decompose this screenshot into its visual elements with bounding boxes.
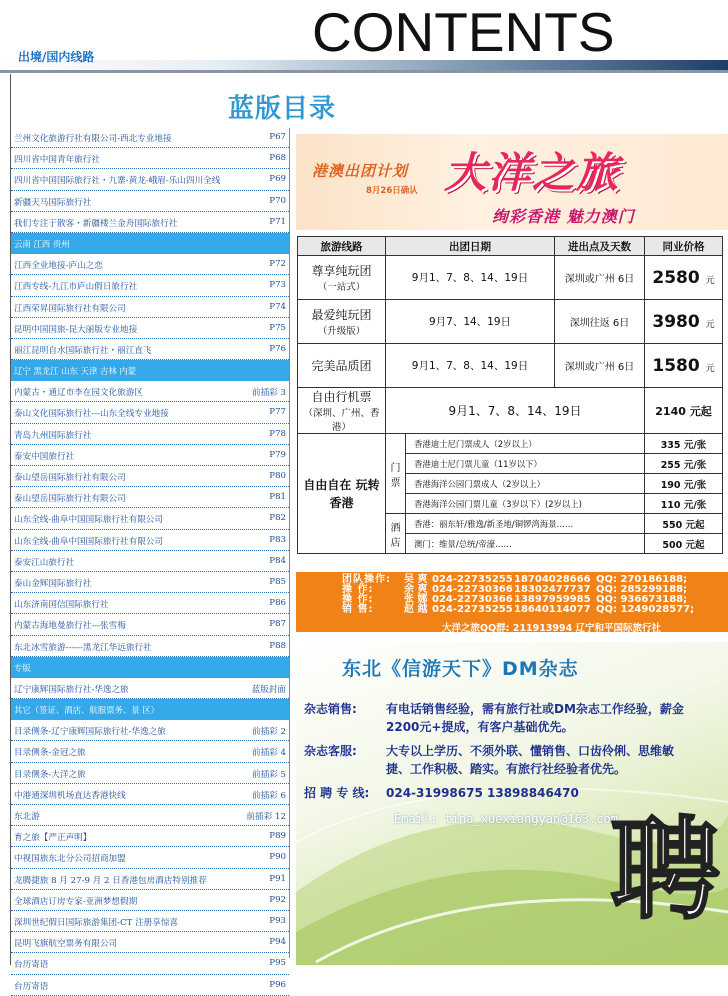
contact-name: 张 娜	[404, 594, 428, 605]
toc-item-title: 江西荣昇国际旅行社有限公司	[14, 303, 126, 314]
toc-item-page: P90	[269, 852, 286, 863]
contact-phone: 024-22730366	[432, 584, 513, 595]
toc-item-page: 蓝版封面	[251, 684, 286, 695]
toc-item-page: P94	[269, 937, 286, 948]
toc-section-header	[11, 699, 289, 720]
toc-item-title: 新疆天马国际旅行社	[14, 197, 92, 208]
route-name: 最爱纯玩团	[311, 308, 372, 322]
toc-item-page: P76	[269, 343, 286, 354]
toc-item-title: 江西专线-九江市庐山假日旅行社	[14, 282, 138, 293]
contact-qq: QQ: 270186188;	[596, 574, 688, 585]
toc-item-page: P87	[269, 619, 286, 630]
toc-item-page: P93	[269, 915, 286, 926]
toc-item	[11, 763, 289, 784]
price-cell	[645, 344, 723, 388]
dates-cell: 9月1、7、8、14、19日	[386, 256, 555, 300]
toc-item-title: 东北冰雪旅游------黑龙江华远旅行社	[14, 642, 152, 653]
toc-item	[11, 339, 289, 360]
toc-item-page: 前插彩 12	[246, 812, 286, 822]
toc-item-page: P89	[269, 831, 286, 842]
sales-label: 杂志销售:	[304, 702, 357, 716]
toc-item	[11, 402, 289, 423]
toc-item	[11, 127, 289, 148]
contact-phone: 024-22730366	[432, 594, 513, 605]
toc-item-page: P75	[269, 322, 286, 333]
toc-item	[11, 275, 289, 296]
toc-item-title: 四川省中国国际旅行社・九寨-黄龙-峨眉-乐山四川全线	[14, 176, 221, 187]
toc-item	[11, 572, 289, 593]
toc-item	[11, 445, 289, 466]
contact-name: 吴 爽	[404, 574, 428, 585]
toc-item-page: P79	[269, 449, 286, 460]
price-unit: 元	[705, 363, 715, 374]
port-cell: 深圳往返 6日	[555, 300, 645, 344]
dates-cell: 9月1、7、8、14、19日	[386, 344, 555, 388]
hotline-label: 招 聘 专 线:	[304, 786, 370, 800]
toc-item-title: 泰山金辉国际旅行社	[14, 578, 92, 589]
route-cell	[298, 388, 386, 434]
port-cell: 深圳或广州 6日	[555, 344, 645, 388]
toc-item-title: 目录侧条-金冠之旅	[14, 748, 86, 759]
route-label: 出境/国内线路	[18, 50, 95, 64]
toc-item-title: 昆明飞旗航空票务有限公司	[14, 939, 118, 950]
hotel-group-cell	[386, 514, 406, 554]
toc-item-page: P92	[269, 894, 286, 905]
toc-item-page: P70	[269, 195, 286, 206]
contact-footer: 大洋之旅QQ群: 211913994 辽宁和平国际旅行社	[442, 623, 662, 634]
ticket-item: 香港迪士尼门票成人（2岁以上）	[406, 434, 645, 454]
toc-item-page: P82	[269, 513, 286, 524]
toc-item-title: 兰州文化旅游行社有限公司-西北专业地接	[14, 134, 172, 144]
toc-item-page: P77	[269, 407, 286, 418]
toc-item	[11, 869, 289, 890]
toc-item-page: P91	[269, 873, 286, 884]
contact-panel	[296, 572, 728, 632]
dm-recruit-panel	[296, 642, 728, 965]
toc-item	[11, 975, 289, 996]
table-row	[298, 344, 723, 388]
header-route: 旅游线路	[298, 237, 386, 256]
toc-item-page: P69	[269, 174, 286, 185]
contact-role: 团队操作:	[342, 574, 391, 585]
toc-item	[11, 953, 289, 974]
toc-item	[11, 508, 289, 529]
table-row	[298, 388, 723, 434]
route-name: 完美品质团	[311, 359, 372, 373]
toc-item	[11, 424, 289, 445]
toc-item-title: 山东济南国信国际旅行社	[14, 600, 109, 611]
toc-item	[11, 169, 289, 190]
contact-role: 操 作:	[342, 594, 374, 605]
toc-item-title: 内蒙古・通辽市李在园文化旅游区	[14, 388, 143, 399]
ticket-group-label: 门票	[390, 462, 401, 489]
toc-item-page: P88	[269, 640, 286, 651]
toc-item	[11, 466, 289, 487]
toc-item-page: 前插彩 4	[252, 748, 286, 759]
price-cell: 2140 元起	[645, 388, 723, 434]
toc-item	[11, 191, 289, 212]
price-unit: 元	[705, 275, 715, 286]
price-cell	[645, 300, 723, 344]
toc-item-title: 目录侧条-辽宁康辉国际旅行社-华逸之旅	[14, 727, 166, 738]
toc-item	[11, 678, 289, 699]
toc-item-page: P83	[269, 534, 286, 545]
toc-item	[11, 148, 289, 169]
toc-item-title: 青岛九州国际旅行社	[14, 430, 92, 441]
ticket-price: 190 元/张	[645, 474, 723, 494]
contact-qq: QQ: 285299188;	[596, 584, 688, 595]
toc-section-header	[11, 233, 289, 254]
toc-item	[11, 826, 289, 847]
hotel-price: 500 元起	[645, 534, 723, 554]
contact-name: 余 爽	[404, 584, 428, 595]
banner-plan-title: 港澳出团计划	[312, 162, 409, 180]
contact-phone: 024-22735255	[432, 604, 513, 615]
toc-item-title: 台历寄语	[14, 981, 49, 992]
route-sub: （一站式）	[317, 282, 366, 293]
toc-item-page: P67	[269, 132, 286, 142]
header-gray-rule	[0, 70, 728, 73]
contact-qq: QQ: 936673188;	[596, 594, 688, 605]
toc-item-title: 我们专注于散客・新疆楼兰金舟国际旅行社	[14, 218, 178, 229]
toc-item-page: P80	[269, 471, 286, 481]
toc-list	[11, 127, 289, 996]
contact-role: 销 售:	[342, 604, 374, 615]
toc-item	[11, 254, 289, 275]
recruit-character: 聘	[610, 806, 720, 934]
toc-item-title: 泰安江山旅行社	[14, 557, 75, 568]
route-cell	[298, 256, 386, 300]
table-row	[298, 300, 723, 344]
ticket-price: 335 元/张	[645, 434, 723, 454]
toc-item-page: P95	[269, 958, 286, 969]
hotel-item: 香港：丽东轩/雅逸/新圣地/铜锣湾海景……	[406, 514, 645, 534]
toc-item-page: P68	[269, 153, 286, 164]
toc-item	[11, 551, 289, 572]
toc-item-title: 中视国旅东北分公司招商加盟	[14, 854, 126, 865]
contact-qq: QQ: 1249028577;	[596, 604, 695, 615]
toc-title: 蓝版目录	[228, 94, 337, 124]
ticket-price: 110 元/张	[645, 494, 723, 514]
toc-item-title: 山东全线-曲阜中国国际旅行社有限公司	[14, 515, 163, 526]
toc-item-page: 前插彩 5	[252, 769, 286, 780]
toc-item-page: P74	[269, 301, 286, 312]
toc-section-header	[11, 657, 289, 678]
route-name: 尊享纯玩团	[311, 264, 372, 278]
toc-item-page: 前插彩 6	[252, 790, 286, 801]
price-cell	[645, 256, 723, 300]
toc-item-title: 云南 江西 贵州	[14, 238, 70, 249]
toc-item-title: 泰山望岳国际旅行社有限公司	[14, 494, 126, 505]
toc-item-title: 育之旅【严正声明】	[14, 833, 92, 844]
route-cell	[298, 344, 386, 388]
toc-item-title: 专版	[14, 662, 31, 673]
toc-item-page: P81	[269, 492, 286, 503]
toc-item	[11, 932, 289, 953]
hotline-text: 024-31998675 13898846470	[386, 786, 579, 800]
toc-item-title: 内蒙古海地曼旅行社---张雪梅	[14, 621, 126, 632]
contact-mobile: 18704028666	[514, 574, 591, 585]
contact-name: 赵 越	[404, 604, 428, 615]
toc-item	[11, 911, 289, 932]
dayang-banner	[296, 134, 728, 230]
route-sub: （深圳、广州、香港）	[303, 408, 380, 433]
toc-item	[11, 381, 289, 402]
toc-item-page: P78	[269, 428, 286, 439]
toc-item-title: 辽宁 黑龙江 山东 天津 吉林 内蒙	[14, 366, 137, 377]
toc-item	[11, 636, 289, 657]
dm-title: 东北《信游天下》DM杂志	[342, 658, 579, 680]
toc-item-page: P73	[269, 280, 286, 291]
route-sub: （升级版）	[317, 326, 366, 337]
toc-item	[11, 720, 289, 741]
hotel-price: 550 元起	[645, 514, 723, 534]
toc-item	[11, 593, 289, 614]
price-value: 2580	[652, 267, 700, 288]
contact-mobile: 18640114077	[514, 604, 591, 615]
toc-item-title: 四川省中国青年旅行社	[14, 155, 100, 166]
price-table	[297, 236, 723, 554]
hotel-group-label: 酒店	[390, 522, 401, 549]
toc-item	[11, 847, 289, 868]
toc-item-page: P84	[269, 555, 286, 566]
contact-mobile: 18302477737	[514, 584, 591, 595]
free-title: 自由自在 玩转香港	[303, 477, 380, 510]
ticket-item: 香港海洋公园门票儿童（3岁以下）(2岁以上)	[406, 494, 645, 514]
table-row	[298, 434, 723, 454]
banner-date: 8月26日确认	[366, 186, 418, 196]
toc-item	[11, 297, 289, 318]
toc-item-title: 泰山文化国际旅行社---山东全线专业地接	[14, 409, 169, 420]
free-title-cell	[298, 434, 386, 554]
ticket-group-cell	[386, 434, 406, 514]
banner-slogan: 绚彩香港 魅力澳门	[492, 207, 635, 226]
toc-item	[11, 212, 289, 233]
table-row	[298, 256, 723, 300]
toc-item-title: 目录侧条-大洋之旅	[14, 769, 86, 780]
service-text: 大专以上学历、不须外联、懂销售、口齿伶俐、思维敏捷、工作积极、踏实。有旅行社经验者优先。	[386, 744, 675, 776]
route-cell	[298, 300, 386, 344]
banner-brand: 大洋之旅	[444, 148, 621, 197]
column-divider	[289, 128, 290, 958]
toc-item	[11, 805, 289, 826]
toc-item-page: P72	[269, 259, 286, 270]
toc-item-title: 全球酒店订房专家-亚洲梦想假期	[14, 896, 138, 907]
service-label: 杂志客服:	[304, 744, 357, 758]
header-port: 进出点及天数	[555, 237, 645, 256]
toc-item-title: 其它（签证、酒店、航服票务、景 区）	[14, 705, 160, 716]
sales-text: 有电话销售经验，需有旅行社或DM杂志工作经验，薪金2200元+提成，有客户基础优先。	[386, 702, 684, 734]
toc-item-page: 前插彩 2	[252, 727, 286, 738]
toc-item-page: 前插彩 3	[252, 388, 286, 399]
contact-role: 操 作:	[342, 584, 374, 595]
email-text: Email: tina_xuexiangyan@163.com	[394, 812, 618, 826]
contents-title: CONTENTS	[312, 1, 615, 63]
toc-item-page: P96	[269, 979, 286, 990]
toc-item	[11, 784, 289, 805]
toc-item-title: 龙腾捷旅 8 月 27-9 月 2 日香港包房酒店特别推荐	[14, 875, 207, 886]
toc-item-title: 辽宁康辉国际旅行社-华逸之旅	[14, 684, 129, 695]
table-header-row	[298, 237, 723, 256]
toc-item	[11, 614, 289, 635]
toc-item-title: 泰山望岳国际旅行社有限公司	[14, 473, 126, 483]
toc-item-title: 中港通深圳机场直达香港快线	[14, 790, 126, 801]
toc-section-header	[11, 360, 289, 381]
toc-item-title: 深圳世纪假日国际旅游集团-CT 注册享惊喜	[14, 917, 179, 928]
contact-phone: 024-22735255	[432, 574, 513, 585]
toc-item-page: P85	[269, 576, 286, 587]
toc-item-page: P86	[269, 598, 286, 609]
ticket-item: 香港迪士尼门票儿童（11岁以下）	[406, 454, 645, 474]
toc-item-title: 泰安中国旅行社	[14, 451, 75, 462]
toc-item	[11, 890, 289, 911]
toc-item	[11, 318, 289, 339]
ticket-item: 香港海洋公园门票成人（2岁以上）	[406, 474, 645, 494]
dates-cell: 9月7、14、19日	[386, 300, 555, 344]
toc-item	[11, 487, 289, 508]
price-value: 3980	[652, 311, 700, 332]
header-price: 同业价格	[645, 237, 723, 256]
toc-item-page: P71	[269, 216, 286, 227]
toc-item-title: 昆明中国国旅-昆大丽版专业地接	[14, 324, 138, 335]
toc-item-title: 江西全业地接-庐山之恋	[14, 261, 103, 272]
port-cell: 深圳或广州 6日	[555, 256, 645, 300]
price-unit: 元	[705, 319, 715, 330]
toc-item-title: 台历寄语	[14, 960, 49, 971]
toc-item	[11, 530, 289, 551]
toc-item	[11, 741, 289, 762]
toc-item-title: 东北游	[14, 812, 40, 822]
hotel-item: 澳门：维景/总统/帝濠……	[406, 534, 645, 554]
header-dates: 出团日期	[386, 237, 555, 256]
contact-mobile: 13897959985	[514, 594, 591, 605]
toc-item-title: 山东全线-曲阜中国国际旅行社有限公司	[14, 536, 163, 547]
route-name: 自由行机票	[311, 390, 372, 404]
toc-item-title: 丽江昆明自水国际旅行社・丽江直飞	[14, 345, 152, 356]
ticket-price: 255 元/张	[645, 454, 723, 474]
price-value: 1580	[652, 355, 700, 376]
dates-cell: 9月1、7、8、14、19日	[386, 388, 645, 434]
